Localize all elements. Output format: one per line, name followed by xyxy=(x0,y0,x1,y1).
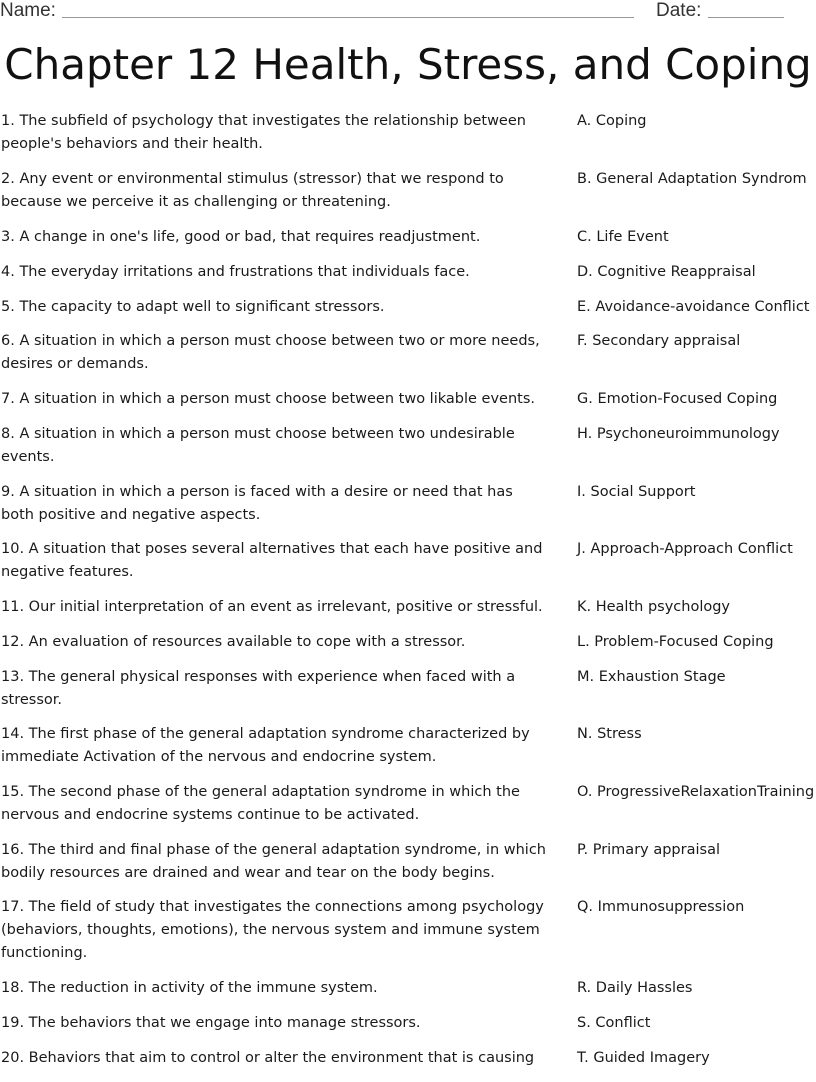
name-field[interactable] xyxy=(62,17,634,18)
answer-text: I. Social Support xyxy=(577,484,696,500)
matching-row xyxy=(0,168,816,226)
matching-row xyxy=(0,481,816,538)
matching-row xyxy=(0,388,816,423)
clue-text: 10. A situation that poses several alternatives that each have positive and negative features. xyxy=(1,541,543,580)
matching-list xyxy=(0,110,816,1082)
matching-row xyxy=(0,896,816,977)
matching-row xyxy=(0,723,816,781)
clue-text: 4. The everyday irritations and frustrations that individuals face. xyxy=(1,264,470,280)
answer-text: H. Psychoneuroimmunology xyxy=(577,426,780,442)
clue-text: 8. A situation in which a person must choose between two undesirable events. xyxy=(1,426,515,465)
clue-text: 13. The general physical responses with experience when faced with a stressor. xyxy=(1,669,516,708)
name-label: Name: xyxy=(0,0,56,21)
answer-text: Q. Immunosuppression xyxy=(577,899,745,915)
answer-text: N. Stress xyxy=(577,726,642,742)
clue-text: 1. The subfield of psychology that investigates the relationship between people's behaviors and their health. xyxy=(1,113,526,152)
answer-text: A. Coping xyxy=(577,113,647,129)
matching-row xyxy=(0,631,816,666)
answer-text: O. ProgressiveRelaxationTraining xyxy=(577,784,815,800)
answer-text: S. Conflict xyxy=(577,1015,651,1031)
matching-row xyxy=(0,261,816,296)
answer-text: M. Exhaustion Stage xyxy=(577,669,726,685)
matching-row xyxy=(0,839,816,896)
page-title: Chapter 12 Health, Stress, and Coping xyxy=(4,40,812,89)
matching-row xyxy=(0,296,816,330)
clue-text: 12. An evaluation of resources available to cope with a stressor. xyxy=(1,634,466,650)
clue-text: 11. Our initial interpretation of an event as irrelevant, positive or stressful. xyxy=(1,599,543,615)
clue-text: 14. The first phase of the general adaptation syndrome characterized by immediate Activation of the nervous and endocrine system. xyxy=(1,726,530,765)
header-row xyxy=(0,0,816,24)
clue-text: 19. The behaviors that we engage into manage stressors. xyxy=(1,1015,421,1031)
answer-text: D. Cognitive Reappraisal xyxy=(577,264,756,280)
matching-row xyxy=(0,596,816,631)
matching-row xyxy=(0,781,816,839)
answer-text: E. Avoidance-avoidance Conflict xyxy=(577,299,810,315)
matching-row xyxy=(0,1012,816,1047)
matching-row xyxy=(0,423,816,481)
answer-text: G. Emotion-Focused Coping xyxy=(577,391,778,407)
answer-text: K. Health psychology xyxy=(577,599,731,615)
clue-text: 15. The second phase of the general adaptation syndrome in which the nervous and endocrine systems continue to be activated. xyxy=(1,784,520,823)
answer-text: B. General Adaptation Syndrom xyxy=(577,171,807,187)
clue-text: 2. Any event or environmental stimulus (stressor) that we respond to because we perceive it as challenging or threatening. xyxy=(1,171,504,210)
clue-text: 16. The third and final phase of the general adaptation syndrome, in which bodily resources are drained and wear and tear on the body begins. xyxy=(1,842,546,881)
clue-text: 3. A change in one's life, good or bad, that requires readjustment. xyxy=(1,229,481,245)
matching-row xyxy=(0,977,816,1012)
clue-text: 9. A situation in which a person is faced with a desire or need that has both positive and negative aspects. xyxy=(1,484,513,523)
clue-text: 7. A situation in which a person must choose between two likable events. xyxy=(1,391,535,407)
matching-row xyxy=(0,1047,816,1082)
matching-row xyxy=(0,226,816,261)
answer-text: L. Problem-Focused Coping xyxy=(577,634,774,650)
answer-text: T. Guided Imagery xyxy=(577,1050,710,1066)
answer-text: F. Secondary appraisal xyxy=(577,333,741,349)
clue-text: 17. The field of study that investigates the connections among psychology (behaviors, thoughts, emotions), the nervous system and immune system functioning. xyxy=(1,899,544,961)
matching-row xyxy=(0,666,816,723)
clue-text: 5. The capacity to adapt well to significant stressors. xyxy=(1,299,385,315)
clue-text: 20. Behaviors that aim to control or alter the environment that is causing xyxy=(1,1050,535,1066)
date-field[interactable] xyxy=(708,17,784,18)
answer-text: C. Life Event xyxy=(577,229,669,245)
clue-text: 6. A situation in which a person must choose between two or more needs, desires or demands. xyxy=(1,333,540,372)
matching-row xyxy=(0,110,816,168)
clue-text: 18. The reduction in activity of the immune system. xyxy=(1,980,378,996)
answer-text: J. Approach-Approach Conflict xyxy=(577,541,793,557)
answer-text: P. Primary appraisal xyxy=(577,842,720,858)
answer-text: R. Daily Hassles xyxy=(577,980,693,996)
matching-row xyxy=(0,538,816,596)
matching-row xyxy=(0,330,816,388)
date-label: Date: xyxy=(656,0,702,21)
